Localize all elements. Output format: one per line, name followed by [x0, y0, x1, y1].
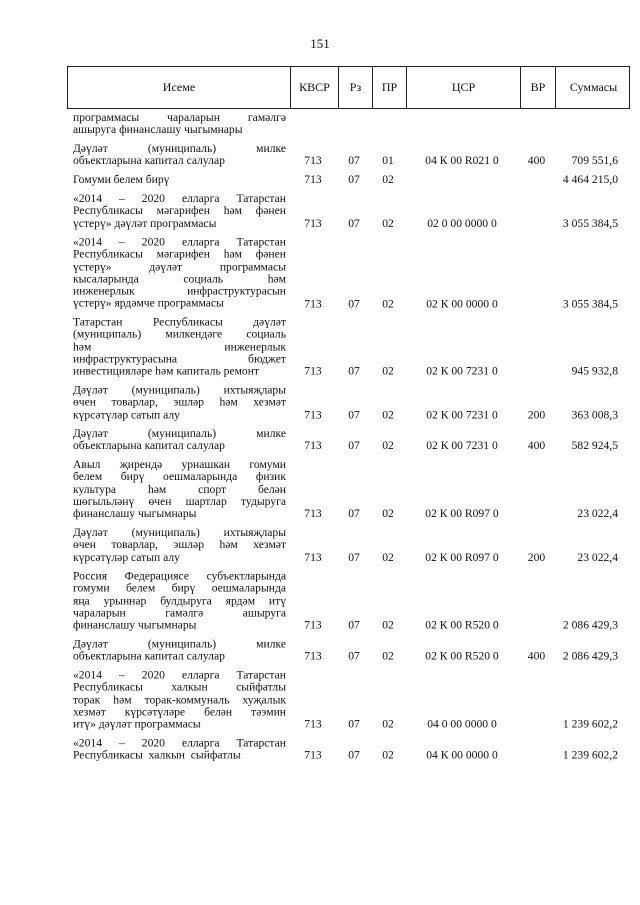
header-vr: ВР: [520, 67, 555, 108]
table-row: [67, 738, 630, 763]
row-name: [73, 112, 286, 137]
row-name-line: Республикасы мәгарифен һәм фәнен: [73, 204, 286, 218]
header-rz: Рз: [338, 67, 372, 108]
row-rz: 07: [348, 154, 360, 168]
row-rz: 07: [348, 507, 360, 521]
row-csr: 02 К 00 7231 0: [426, 408, 498, 422]
row-pr: 02: [382, 507, 394, 521]
row-name-line: Республикасы мәгарифен һәм фәнен: [73, 247, 286, 261]
row-sum: 582 924,5: [571, 439, 618, 453]
row-name-line: «2014 – 2020 елларга Татарстан: [73, 192, 286, 205]
row-name-line: Дәүләт (муниципаль) милке: [73, 427, 286, 441]
table-row: [67, 459, 630, 521]
row-pr: 02: [382, 216, 394, 230]
row-kvsr: 713: [304, 618, 322, 632]
row-csr: 02 0 00 0000 0: [427, 216, 497, 230]
row-name-line: финанслашу чыгымнары: [73, 618, 197, 632]
row-name-line: Республикасы халкын сыйфатлы: [73, 680, 286, 694]
row-sum: 363 008,3: [571, 408, 618, 422]
row-kvsr: 713: [304, 748, 322, 762]
row-kvsr: 713: [304, 364, 322, 378]
row-name-line: инвестицияләре һәм капиталь ремонт: [73, 364, 259, 378]
row-sum: 2 086 429,3: [562, 649, 618, 663]
row-rz: 07: [348, 618, 360, 632]
header-pr: ПР: [372, 67, 406, 108]
row-rz: 07: [348, 408, 360, 422]
table-row: [67, 317, 630, 379]
row-kvsr: 713: [304, 507, 322, 521]
row-vr: 200: [527, 550, 546, 564]
row-csr: 04 0 00 0000 0: [427, 717, 497, 731]
row-name-line: культура һәм спорт белән: [73, 482, 286, 496]
row-sum: 1 239 602,2: [562, 717, 618, 731]
header-name: Исеме: [162, 80, 196, 94]
row-pr: 02: [382, 296, 394, 310]
row-name-line: (муниципаль) милкендәге социаль: [73, 327, 286, 341]
row-name-line: кысаларында социаль һәм: [73, 272, 286, 286]
row-pr: 02: [382, 173, 394, 187]
row-name: [73, 639, 286, 664]
row-name-line: финанслашу чыгымнары: [73, 507, 197, 521]
row-pr: 02: [382, 649, 394, 663]
row-rz: 07: [348, 216, 360, 230]
row-csr: 02 К 00 R097 0: [425, 550, 499, 564]
row-rz: 07: [348, 717, 360, 731]
row-sum: 945 932,8: [571, 364, 618, 378]
row-name-line: объектларына капитал салулар: [73, 439, 225, 453]
row-csr: 02 К 00 7231 0: [426, 364, 498, 378]
row-csr: 04 К 00 0000 0: [426, 748, 498, 762]
row-kvsr: 713: [304, 408, 322, 422]
table-row: [67, 670, 630, 732]
header-csr: ЦСР: [406, 67, 520, 108]
row-rz: 07: [348, 173, 360, 187]
table-row: [67, 527, 630, 564]
row-vr: 400: [527, 649, 546, 663]
row-name: [73, 738, 286, 763]
row-name-line: үстерү» ярдәмче программасы: [73, 296, 224, 310]
table-row: [67, 236, 630, 310]
row-kvsr: 713: [304, 173, 322, 187]
row-pr: 02: [382, 717, 394, 731]
header-sum: Суммасы: [555, 67, 631, 108]
table-row: [67, 174, 630, 186]
table-row: [67, 428, 630, 453]
row-csr: 02 К 00 R520 0: [425, 649, 499, 663]
row-name-line: ашыруга финанслашу чыгымнары: [73, 123, 243, 137]
row-name-line: «2014 – 2020 елларга Татарстан: [73, 736, 286, 750]
row-kvsr: 713: [304, 439, 322, 453]
row-pr: 02: [382, 408, 394, 422]
row-name: [73, 317, 286, 378]
row-pr: 01: [382, 154, 394, 168]
row-name: [73, 236, 286, 310]
row-name-line: күрсәтүләр сатып алу: [73, 550, 180, 564]
row-name-line: программасы чараларын гамәлгә: [73, 111, 286, 124]
page-number: 151: [310, 36, 330, 51]
table-row: [67, 385, 630, 422]
row-name: [73, 571, 286, 632]
row-name-line: Гомуми белем бирү: [73, 173, 170, 187]
row-name-line: «2014 – 2020 елларга Татарстан: [73, 235, 286, 249]
row-sum: 2 086 429,3: [562, 618, 618, 632]
row-name-line: күрсәтүләр сатып алу: [73, 408, 180, 422]
table-header: [67, 66, 630, 109]
row-vr: 400: [527, 154, 546, 168]
row-sum: 709 551,6: [571, 154, 618, 168]
row-name-line: өчен товарлар, эшләр һәм хезмәт: [73, 538, 286, 552]
row-name-line: һәм инженерлык: [73, 340, 286, 354]
row-pr: 02: [382, 550, 394, 564]
row-sum: 4 464 215,0: [562, 173, 618, 187]
row-name-line: үстерү» дәүләт программасы: [73, 216, 217, 230]
row-name: [73, 527, 286, 564]
table-row: [67, 143, 630, 168]
row-rz: 07: [348, 649, 360, 663]
row-name-line: торак һәм торак-коммуналь хуҗалык: [73, 693, 286, 707]
row-name: [73, 174, 286, 186]
row-name-line: Дәүләт (муниципаль) ихтыяҗлары: [73, 383, 286, 397]
row-pr: 02: [382, 439, 394, 453]
row-name-line: өчен товарлар, эшләр һәм хезмәт: [73, 395, 286, 409]
row-pr: 02: [382, 618, 394, 632]
row-name: [73, 143, 286, 168]
row-pr: 02: [382, 748, 394, 762]
row-name-line: шөгыльләнү өчен шартлар тудыруга: [73, 495, 286, 509]
row-sum: 3 055 384,5: [562, 216, 618, 230]
table-row: [67, 639, 630, 664]
row-name-line: Татарстан Республикасы дәүләт: [73, 315, 286, 329]
row-name: [73, 193, 286, 230]
row-name-line: Дәүләт (муниципаль) милке: [73, 142, 286, 156]
row-kvsr: 713: [304, 717, 322, 731]
row-name: [73, 670, 286, 731]
row-csr: 02 К 00 0000 0: [426, 296, 498, 310]
row-kvsr: 713: [304, 216, 322, 230]
row-name-line: «2014 – 2020 елларга Татарстан: [73, 668, 286, 682]
row-name: [73, 459, 286, 520]
row-name-line: итү» дәүләт программасы: [73, 717, 201, 731]
row-sum: 23 022,4: [577, 550, 618, 564]
row-csr: 02 К 00 7231 0: [426, 439, 498, 453]
row-name-line: Россия Федерациясе субъектларында: [73, 569, 286, 583]
row-vr: 200: [527, 408, 546, 422]
table-row: [67, 193, 630, 230]
budget-table: [67, 66, 630, 762]
row-name-line: үстерү» дәүләт программасы: [73, 259, 286, 273]
row-name-line: яңа урыннар булдыруга ярдәм итү: [73, 594, 286, 608]
row-name-line: Дәүләт (муниципаль) ихтыяҗлары: [73, 526, 286, 540]
row-rz: 07: [348, 439, 360, 453]
row-csr: 02 К 00 R520 0: [425, 618, 499, 632]
table-row: [67, 112, 630, 137]
row-name-line: Республикасы халкын сыйфатлы: [73, 748, 241, 762]
row-name-line: инфраструктурасына бюджет: [73, 352, 286, 366]
row-kvsr: 713: [304, 296, 322, 310]
table-row: [67, 571, 630, 633]
row-sum: 23 022,4: [577, 507, 618, 521]
row-sum: 1 239 602,2: [562, 748, 618, 762]
row-name-line: объектларына капитал салулар: [73, 154, 225, 168]
row-vr: 400: [527, 439, 546, 453]
row-name-line: чараларын гамәлгә ашыруга: [73, 606, 286, 620]
row-kvsr: 713: [304, 550, 322, 564]
header-kvsr: КВСР: [290, 67, 338, 108]
row-rz: 07: [348, 364, 360, 378]
row-name-line: гомуми белем бирү оешмаларында: [73, 581, 286, 595]
row-name-line: Дәүләт (муниципаль) милке: [73, 637, 286, 651]
row-name-line: инженерлык инфраструктурасын: [73, 284, 286, 298]
row-name: [73, 385, 286, 422]
row-name-line: хезмәт күрсәтүләре белән тәэмин: [73, 705, 286, 719]
row-rz: 07: [348, 550, 360, 564]
row-name-line: белем бирү оешмаларында физик: [73, 470, 286, 484]
row-name: [73, 428, 286, 453]
row-sum: 3 055 384,5: [562, 296, 618, 310]
row-csr: 02 К 00 R097 0: [425, 507, 499, 521]
row-pr: 02: [382, 364, 394, 378]
row-rz: 07: [348, 748, 360, 762]
row-name-line: объектларына капитал салулар: [73, 649, 225, 663]
row-name-line: Авыл җирендә урнашкан гомуми: [73, 458, 286, 472]
row-kvsr: 713: [304, 154, 322, 168]
row-csr: 04 К 00 R021 0: [425, 154, 499, 168]
row-kvsr: 713: [304, 649, 322, 663]
row-rz: 07: [348, 296, 360, 310]
